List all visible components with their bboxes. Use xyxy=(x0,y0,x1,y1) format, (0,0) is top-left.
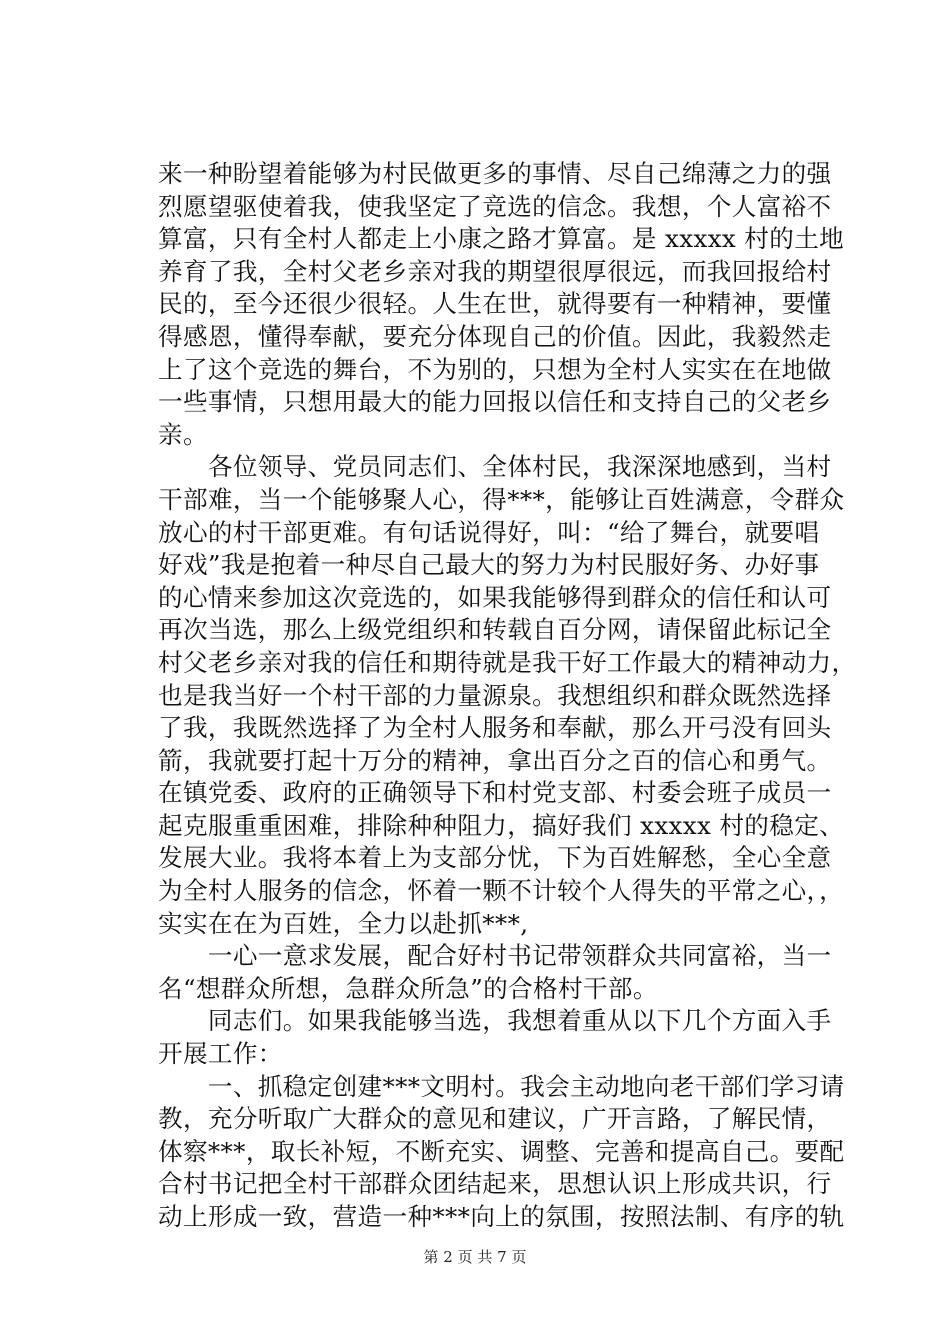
text-line: 合村书记把全村干部群众团结起来，思想认识上形成共识，行 xyxy=(158,1169,832,1199)
text-line: 箭，我就要打起十万分的精神，拿出百分之百的信心和勇气。 xyxy=(158,745,832,775)
text-line: 算富，只有全村人都走上小康之路才算富。是 xxxxx 村的土地 xyxy=(158,224,845,254)
text-line: 动上形成一致，营造一种***向上的氛围，按照法制、有序的轨 xyxy=(158,1202,845,1231)
text-line: 的心情来参加这次竞选的，如果我能够得到群众的信任和认可 xyxy=(158,582,832,612)
text-line: 也是我当好一个村干部的力量源泉。我想组织和群众既然选择 xyxy=(158,680,832,710)
text-line: 一些事情，只想用最大的能力回报以信任和支持自己的父老乡 xyxy=(158,387,832,417)
text-line: 起克服重重困难，排除种种阻力，搞好我们 xxxxx 村的稳定、 xyxy=(158,810,845,840)
text-line: 民的，至今还很少很轻。人生在世，就得要有一种精神，要懂 xyxy=(158,289,832,319)
text-line: 好戏”我是抱着一种尽自己最大的努力为村民服好务、办好事 xyxy=(158,550,820,580)
text-line: 为全村人服务的信念，怀着一颗不计较个人得失的平常之心，， xyxy=(158,876,845,906)
text-line: 养育了我，全村父老乡亲对我的期望很厚很远，而我回报给村 xyxy=(158,256,832,286)
text-line: 实实在在为百姓，全力以赴抓***, xyxy=(158,908,529,938)
text-line: 体察***，取长补短，不断充实、调整、完善和提高自己。要配 xyxy=(158,1136,845,1166)
text-line: 得感恩，懂得奉献，要充分体现自己的价值。因此，我毅然走 xyxy=(158,321,832,351)
text-line: 亲。 xyxy=(158,419,208,449)
text-line: 来一种盼望着能够为村民做更多的事情、尽自己绵薄之力的强 xyxy=(158,159,832,188)
text-line: 同志们。如果我能够当选，我想着重从以下几个方面入手 xyxy=(158,1006,832,1036)
text-line: 开展工作： xyxy=(158,1039,283,1069)
text-line: 上了这个竞选的舞台，不为别的，只想为全村人实实在在地做 xyxy=(158,354,832,384)
text-line: 烈愿望驱使着我，使我坚定了竞选的信念。我想，个人富裕不 xyxy=(158,191,832,221)
page-number-label: 第 2 页 共 7 页 xyxy=(423,1248,527,1266)
text-line: 村父老乡亲对我的信任和期待就是我干好工作最大的精神动力， xyxy=(158,647,857,677)
text-line: 一、抓稳定创建***文明村。我会主动地向老干部们学习请 xyxy=(158,1071,845,1101)
text-line: 干部难，当一个能够聚人心，得***，能够让百姓满意，令群众 xyxy=(158,484,845,514)
text-line: 一心一意求发展，配合好村书记带领群众共同富裕，当一 xyxy=(158,941,832,971)
text-line: 了我，我既然选择了为全村人服务和奉献，那么开弓没有回头 xyxy=(158,713,832,743)
body-text xyxy=(158,158,857,1234)
text-line: 放心的村干部更难。有句话说得好，叫：“给了舞台，就要唱 xyxy=(158,517,820,547)
text-line: 教，充分听取广大群众的意见和建议，广开言路，了解民情， xyxy=(158,1104,832,1134)
page-footer xyxy=(0,1246,950,1267)
text-line: 各位领导、党员同志们、全体村民，我深深地感到，当村 xyxy=(158,452,832,482)
text-line: 名“想群众所想，急群众所急”的合格村干部。 xyxy=(158,973,658,1003)
text-line: 在镇党委、政府的正确领导下和村党支部、村委会班子成员一 xyxy=(158,778,832,808)
text-line: 发展大业。我将本着上为支部分忧，下为百姓解愁，全心全意 xyxy=(158,843,832,873)
text-line: 再次当选，那么上级党组织和转载自百分网，请保留此标记全 xyxy=(158,615,832,645)
